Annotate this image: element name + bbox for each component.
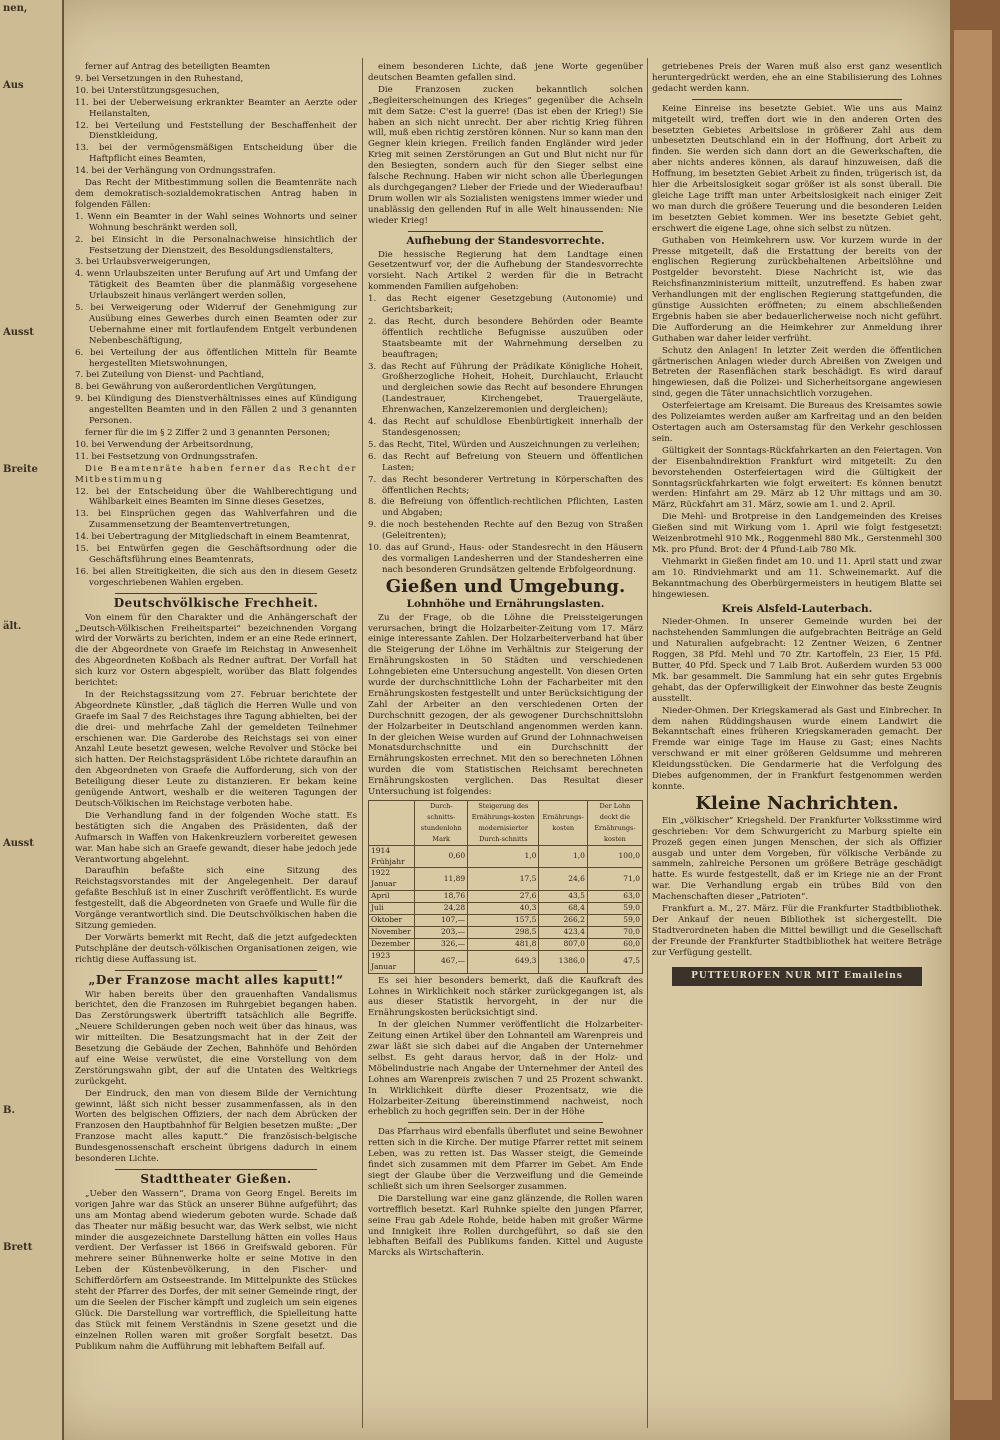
paragraph: Guthaben von Heimkehrern usw. Vor kurzem wurde in der Presse mitgeteilt, daß die Erstattung der bereits von der englischen Regierung zurückbehaltenen Arbeitslöhne und Postgelder bevorsteht. Diese Nachricht ist, wie das Reichsfinanzministerium mitteilt, unzutreffend. Es haben zwar Verhandlungen mit der englischen Regierung stattgefunden, die günstige Aussichten eröffneten; zu einem abschließenden Ergebnis haben sie aber bedauerlicherweise noch nicht geführt. Die Aufforderung an die Heimkehrer zur Anmeldung ihrer Guthaben war daher leider verfrüht. [652,235,942,344]
paragraph: Frankfurt a. M., 27. März. Für die Frankfurter Stadtbibliothek. Der Ankauf der neuen Bibliothek ist sichergestellt. Die Stadtverordneten haben die Mittel bewilligt und die Gesellschaft der Freunde der Frankfurter Stadtbibliothek hat weitere Beträge zur Verfügung gestellt. [652,904,942,958]
paragraph: Das Recht der Mitbestimmung sollen die Beamtenräte nach dem demokratisch-sozialdemokratischen Antrag haben in folgenden Fällen: [75,178,357,210]
list-item: 11. bei Festsetzung von Ordnungsstrafen. [75,451,258,462]
list-item: 8. die Befreiung von öffentlich-rechtlichen Pflichten, Lasten und Abgaben; [368,497,643,519]
paragraph: Der Vorwärts bemerkt mit Recht, daß die jetzt aufgedeckten Putschpläne der deutsch-völkischen Organisationen zeigen, wie richtig diese Auffassung ist. [75,932,357,965]
list-item: 15. bei Entwürfen gegen die Geschäftsordnung oder die Geschäftsführung eines Beamtenrats, [75,544,357,565]
paragraph: Gültigkeit der Sonntags-Rückfahrkarten an den Feiertagen. Von der Eisenbahndirektion Frankfurt wird mitgeteilt: Zu den bevorstehenden Osterfeiertagen wird die Gültigkeit der Sonntagsrückfahrkarten wie folgt erweitert: Es können benutzt werden: Hinfahrt am 29. März ab 12 Uhr mittags und am 30. März, Rückfahrt am 31. März, sowie am 1. und 2. April. [652,445,942,511]
list-item: 9. bei Kündigung des Dienstverhältnisses eines auf Kündigung angestellten Beamten und in den Fällen 2 und 3 genannten Personen. [75,394,357,427]
paragraph: Nieder-Ohmen. In unserer Gemeinde wurden bei der nachstehenden Sammlungen die aufgebrachten Beiträge an Geld und Naturalien aufgebracht: 12 Zentner Weizen, 6 Zentner Roggen, 38 Pfd. Mehl und 70 Ztr. Kartoffeln, 23 Eier, 15 Pfd. Butter, 40 Pfd. Speck und 7 Laib Brot. Außerdem wurden 53 000 Mk. bar gesammelt. Die Sammlung hat ein sehr gutes Ergebnis gehabt, das der Opferwilligkeit der Einwohner das beste Zeugnis ausstellt. [652,617,942,704]
list-item: 2. bei Einsicht in die Personalnachweise hinsichtlich der Festsetzung der Dienstzeit, des Besoldungsdienstalters, [75,234,357,256]
table-cell: 43,5 [539,891,587,903]
paragraph: Die Beamtenräte haben ferner das Recht der Mitbestimmung [75,463,357,485]
table-cell: 1,0 [468,845,539,868]
list-item: 11. bei der Ueberweisung erkrankter Beamter an Aerzte oder Heilanstalten, [75,97,357,119]
table-row [369,845,643,868]
list-item: 7. das Recht besonderer Vertretung in Körperschaften des öffentlichen Rechts; [368,474,643,496]
table-cell: 27,6 [468,891,539,903]
advertisement-banner: PUTTEUROFEN NUR MIT Emaileins [672,967,922,986]
list-item: 5. das Recht, Titel, Würden und Auszeichnungen zu verleihen; [368,439,640,450]
list-item: 14. bei der Verhängung von Ordnungsstrafen. [75,166,276,177]
list-item: 6. das Recht auf Befreiung von Steuern und öffentlichen Lasten; [368,451,643,473]
list-item: 12. bei der Entscheidung über die Wahlberechtigung und Wählbarkeit eines Beamten im Sinne dieses Gesetzes, [75,486,357,508]
table-cell: 266,2 [539,915,587,927]
table-cell: 1922 Januar [369,868,415,891]
text-line: ferner auf Antrag des beteiligten Beamten [85,62,271,72]
table-cell: 649,3 [468,950,539,973]
paragraph: Nieder-Ohmen. Der Kriegskamerad als Gast und Einbrecher. In dem nahen Rüddingshausen wurde einem Landwirt die Bekanntschaft eines früheren Kriegskameraden gemacht. Der Fremde war einige Tage im Hause zu Gast; eines Nachts verschwand er mit einer größeren Geldsumme und mehreren Kleidungsstücken. Die Gendarmerie hat die Verfolgung des Diebes aufgenommen, der in Frankfurt festgenommen werden konnte. [652,705,942,792]
article-heading: Deutschvölkische Frechheit. [113,595,319,610]
paragraph: einem besonderen Lichte, daß jene Worte gegenüber deutschen Beamten gefallen sind. [368,62,643,83]
table-cell: 1914 Frühjahr [369,845,415,868]
wage-table [368,800,643,974]
list-item: 7. bei Zuteilung von Dienst- und Pachtland, [75,370,265,381]
paragraph: ferner für die im § 2 Ziffer 2 und 3 genannten Personen; [85,428,331,438]
strip-text: Ausst [3,327,34,338]
paragraph: Die Mehl- und Brotpreise in den Landgemeinden des Kreises Gießen sind mit Wirkung vom 1. April wie folgt festgesetzt: Weizenbrotmehl 910 Mk., Roggenmehl 880 Mk., Gerstenmehl 300 Mk. pro Pfund. Brot: der 4 Pfund-Laib 780 Mk. [652,512,942,555]
table-row [369,926,643,938]
list-item: 1. das Recht eigener Gesetzgebung (Autonomie) und Gerichtsbarkeit; [368,294,643,316]
paragraph: Keine Einreise ins besetzte Gebiet. Wie uns aus Mainz mitgeteilt wird, treffen dort wie in den anderen Orten des besetzten Gebietes Arbeitslose in größerer Zahl aus dem unbesetzten Deutschland ein in der Hoffnung, dort Arbeit zu finden. Sie werden sich dann dort an die Gewerkschaften, die aber nichts anderes können, als darauf hinzuweisen, daß die Hoffnung, im besetzten Gebiet Arbeit zu finden, trügerisch ist, da hier die Arbeitslosigkeit sogar größer ist als sonst überall. Die gleiche Lage trifft man unter Arbeitslosigkeit nach einiger Zeit wo man durch die größere Teuerung und die besonderen Leiden im besetzten Gebiet kommen. Wer ins besetzte Gebiet geht, erschwert die eigene Lage, ohne sich selbst zu nützen. [652,103,942,234]
table-cell: 481,8 [468,938,539,950]
list-item: 14. bei Uebertragung der Mitgliedschaft in einem Beamtenrat, [75,532,350,543]
table-row [369,868,643,891]
table-cell: 18,76 [415,891,468,903]
table-header: Der Lohn deckt die Ernährungs-kosten [587,801,642,846]
list-item: 9. bei Versetzungen in den Ruhestand, [75,73,244,84]
article-heading: Lohnhöhe und Ernährungslasten. [406,597,605,610]
table-cell: 423,4 [539,926,587,938]
list-item: 13. bei Einsprüchen gegen das Wahlverfahren und die Zusammensetzung der Beamtenvertretungen, [75,509,357,531]
paragraph: Von einem für den Charakter und die Anhängerschaft der „Deutsch-Völkischen Freiheitspartei“ bezeichnenden Vorgang wird der Vorwärts zu berichten, indem er an eine Rede erinnert, die der Abgeordnete von Graefe im Reichstag in Anwesenheit des Abgeordneten Koßbach als Redner auftrat. Der Vorfall hat sich kurz vor Ostern abgespielt, worüber das Blatt folgendes berichtet: [75,612,357,689]
table-cell: 0,60 [415,845,468,868]
table-cell: Oktober [369,915,415,927]
paragraph: In der Reichstagssitzung vom 27. Februar berichtete der Abgeordnete Künstler, „daß täglich die Herren Wulle und von Graefe im Saal 7 des Reichstages ihre Tagung abhielten, bei der die drei- und mehrfache Zahl der gemeldeten Teilnehmer erschienen war. Die Garderobe des Reichstags sei von einer Anzahl Leute besetzt gewesen, welche Revolver und Stöcke bei sich hatten. Der Reichstagspräsident Löbe richtete daraufhin an den Abgeordneten von Graefe die Aufforderung, sich von der Beteiligung dieser Leute zu distanzieren. Er bekam keine genügende Antwort, weshalb er die weiteren Tagungen der Deutsch-Völkischen im Reichstage verboten habe. [75,689,357,809]
list-item: 9. die noch bestehenden Rechte auf den Bezug von Straßen (Geleitrenten); [368,520,643,542]
list-item: 10. bei Verwendung der Arbeitsordnung, [75,439,254,450]
table-cell: 326,— [415,938,468,950]
table-cell: 298,5 [468,926,539,938]
paragraph: Die Franzosen zucken bekanntlich solchen „Begleiterscheinungen des Krieges“ gegenüber die Achseln mit dem Satze: C'est la guerre! (Das ist eben der Krieg!) Sie haben an sich nicht unrecht. Der aber richtig Krieg führen will, muß eben richtig zerstören können. Nur so kann man den Gegner klein kriegen. Freilich fanden Engländer wird jeder Krieg mit seinen Zerstörungen an Gut und Blut nicht nur für den Besiegten, sondern auch für den Sieger selbst eine falsche Rechnung. Haben wir nicht schon alle Überlegungen als durchgegangen? Lieber der Friede und der Wiederaufbau! Drum wollen wir als Sozialisten wenigstens immer wieder und unablässig den gellenden Ruf in alle Welt hinaussenden: Nie wieder Krieg! [368,84,643,226]
strip-text: B. [3,1105,15,1116]
table-cell: 59,0 [587,915,642,927]
separator [408,231,603,232]
list-item: 3. bei Urlaubsverweigerungen, [75,257,211,268]
column-3 [652,62,942,986]
table-cell: 68,4 [539,903,587,915]
table-cell: 1923 Januar [369,950,415,973]
paragraph: Zu der Frage, ob die Löhne die Preissteigerungen verursachen, bringt die Holzarbeiter-Zeitung vom 17. März einige interessante Zahlen. Der Holzarbeiterverband hat über die Steigerung der Löhne im Verhältnis zur Steigerung der Ernährungskosten in 50 Städten und verschiedenen Lohngebieten eine Untersuchung angestellt. Von diesen Orten wurde der durchschnittliche Lohn der Facharbeiter mit den Ernährungskosten festgestellt und unter Berücksichtigung der Zahl der Arbeiter an den verschiedenen Orten der Durchschnitt gezogen, der als gewogener Durchschnittslohn der Holzarbeiter in Deutschland angenommen werden kann. In der gleichen Weise wurden auf Grund der Lohnnachweisen Monatsdurchschnitte und ein Durchschnitt der Ernährungskosten errechnet. Mit den so berechneten Löhnen wurden die vom Statistischen Reichsamt berechneten Ernährungskosten verglichen. Das Resultat dieser Untersuchung ist folgendes: [368,612,643,798]
table-header: Durch-schnitts-stundenlohn Mark [415,801,468,846]
article-heading: „Der Franzose macht alles kaputt!“ [88,972,344,987]
separator [115,970,317,971]
list-item: 12. bei Verteilung und Feststellung der Beschaffenheit der Dienstkleidung, [75,120,357,142]
list-item: 10. bei Unterstützungsgesuchen, [75,85,220,96]
strip-text: nen, [3,3,28,14]
paragraph: Viehmarkt in Gießen findet am 10. und 11. April statt und zwar am 10. Rindviehmarkt und am 11. Schweinemarkt. Auf die Bekanntmachung des Oberbürgermeisters in heutigem Blatte sei hingewiesen. [652,556,942,600]
table-cell: 40,3 [468,903,539,915]
paragraph: Schutz den Anlagen! In letzter Zeit werden die öffentlichen gärtnerischen Anlagen wieder durch Abreißen von Zweigen und Betreten der Rasenflächen stark beschädigt. Es wird darauf hingewiesen, daß die Polizei- und Sicherheitsorgane angewiesen sind, gegen die Täter unnachsichtlich vorzugehen. [652,345,942,400]
book-binding-edge [950,0,1000,1440]
section-heading: Kleine Nachrichten. [695,792,899,814]
table-cell: 1386,0 [539,950,587,973]
table-cell: 467,— [415,950,468,973]
table-cell: 60,0 [587,938,642,950]
paragraph: Die hessische Regierung hat dem Landtage einen Gesetzentwurf vor, der die Aufhebung der Standesvorrechte vorsieht. Nach Artikel 2 werden für die in Betracht kommenden Familien aufgehoben: [368,249,643,293]
list-item: 5. bei Verweigerung oder Widerruf der Genehmigung zur Ausübung eines Gewerbes durch einen Beamten oder zur Uebernahme einer mit fortlaufendem Entgelt verbundenen Nebenbeschäftigung, [75,303,357,346]
table-cell: Juli [369,903,415,915]
list-item: 13. bei der vermögensmäßigen Entscheidung über die Haftpflicht eines Beamten, [75,143,357,165]
paragraph: Die Darstellung war eine ganz glänzende, die Rollen waren vortrefflich besetzt. Karl Ruhnke spielte den jungen Pfarrer, seine Frau gab Adele Rohde, beide haben mit großer Wärme und Innigkeit ihre Rollen durchgeführt, so daß sie den lebhaften Beifall des Publikums fanden. Kittel und Auguste Marcks als Wirtschafterin. [368,1193,643,1259]
paragraph: In der gleichen Nummer veröffentlicht die Holzarbeiter-Zeitung einen Artikel über den Lohnanteil am Warenpreis und zwar läßt sie sich dabei auf die Angaben der Unternehmer selbst. Es geht daraus hervor, daß in der Holz- und Möbelindustrie nach Angabe der Unternehmer der Anteil des Lohnes am Warenpreis zwischen 7 und 25 Prozent schwankt. In Wirklichkeit dürfte dieser Prozentsatz, wie die Holzarbeiter-Zeitung übereinstimmend nachweist, noch erheblich zu hoch gegriffen sein. Der in der Höhe [368,1020,643,1118]
article-heading: Stadttheater Gießen. [140,1172,292,1186]
paragraph: Ein „völkischer“ Kriegsheld. Der Frankfurter Volksstimme wird geschrieben: Vor dem Schwurgericht zu Marburg spielte ein Prozeß gegen einen jungen Menschen, der sich als Offizier ausgab und unter dem Vorgeben, für völkische Verbände zu sammeln, zahlreiche Personen um größere Beträge geschädigt hatte. Es wurde festgestellt, daß er im Kriege nie an der Front war. Die Verhandlung ergab ein trübes Bild von den Machenschaften dieser „Patrioten“. [652,815,942,903]
strip-text: Brett [3,1242,33,1253]
table-cell: 24,28 [415,903,468,915]
strip-text: Breite [3,464,38,475]
separator [408,1122,603,1123]
paragraph: getriebenes Preis der Waren muß also erst ganz wesentlich heruntergedrückt werden, ehe an eine Stabilisierung des Lohnes gedacht werden kann. [652,62,942,94]
table-cell: 63,0 [587,891,642,903]
list-item: 4. das Recht auf schuldlose Ebenbürtigkeit innerhalb der Standesgenossen; [368,417,643,438]
table-cell: 59,0 [587,903,642,915]
table-header: Ernährungs-kosten [539,801,587,846]
table-header [369,801,415,846]
separator [692,99,902,100]
column-rule [647,58,648,1428]
table-row [369,915,643,927]
table-cell: 1,0 [539,845,587,868]
table-cell: 70,0 [587,926,642,938]
paragraph: Die Verhandlung fand in der folgenden Woche statt. Es bestätigten sich die Angaben des Präsidenten, daß der Aufmarsch in Waffen von Hakenkreuzlern vorbereitet gewesen war. Man habe sich an Graefe gewandt, dieser habe jedoch jede Verantwortung abgelehnt. [75,810,357,865]
strip-text: Ausst [3,838,34,849]
list-item: 4. wenn Urlaubszeiten unter Berufung auf Art und Umfang der Tätigkeit des Beamten über die planmäßig vorgesehene Urlaubszeit hinaus verlängert werden sollen, [75,269,357,302]
column-1 [75,62,357,1354]
paragraph: Daraufhin befaßte sich eine Sitzung des Reichstagsvorstandes mit der Angelegenheit. Der darauf gefaßte Beschluß ist in einer Zuschrift veröffentlicht. Es wurde festgestellt, daß die Abgeordneten von Graefe und Wulle für die Vorgänge verantwortlich sind. Die Deutschvölkischen haben die Sitzung gemieden. [75,866,357,931]
article-heading: Kreis Alsfeld-Lauterbach. [721,602,873,615]
table-row [369,938,643,950]
separator [115,1169,317,1170]
table-cell: 71,0 [587,868,642,891]
table-cell: 24,6 [539,868,587,891]
list-item: 8. bei Gewährung von außerordentlichen Vergütungen, [75,382,317,393]
paragraph: Der Eindruck, den man von diesem Bilde der Vernichtung gewinnt, läßt sich nicht besser zusammenfassen, als in den Worten des belgischen Offiziers, der nach dem Abrücken der Franzosen den Hauptbahnhof für Belgien besetzen mußte: „Der Franzose macht alles kaputt.“ Die französisch-belgische Bundesgenossenschaft erscheint übrigens dadurch in einem besonderen Lichte. [75,1088,357,1165]
paragraph: „Ueber den Wassern“, Drama von Georg Engel. Bereits im vorigen Jahre war das Stück an unserer Bühne aufgeführt; das uns am Montag abend wiederum geboten wurde. Schade daß das Theater nur mäßig besucht war, das Werk selbst, wie nicht minder die ausgezeichnete Darstellung hätten ein volles Haus verdient. Der Verfasser ist 1866 in Greifswald geboren. Für mehrere seiner Bühnenwerke holte er seine Motive in den Leben der Küstenbevölkerung, in den Fischer- und Schifferdörfern am Ostseestrande. Im Mittelpunkte des Stückes steht der Pfarrer des Dorfes, der mit seiner Gemeinde ringt, der um die Seelen der Fischer kämpft und zugleich um sein eigenes Glück. Die Darstellung war vortrefflich, die Spielleitung hatte das Stück mit feinem Verständnis in Szene gesetzt und die einzelnen Rollen waren mit großer Sorgfalt besetzt. Das Publikum nahm die Aufführung mit lebhaftem Beifall auf. [75,1188,357,1352]
list-item: 3. das Recht auf Führung der Prädikate Königliche Hoheit, Großherzogliche Hoheit, Hoheit, Durchlaucht, Erlaucht und dergleichen sowie das Recht auf besondere Ehrungen (Landestrauer, Kirchengebet, Trauergeläute, Ehrenwachen, Kanzelzeremonien und dergleichen); [368,361,643,416]
table-cell: November [369,926,415,938]
table-row [369,891,643,903]
section-heading: Gießen und Umgebung. [385,575,626,597]
table-header: Steigerung des Ernährungs-kosten modernisierter Durch-schnitts [468,801,539,846]
table-cell: Dezember [369,938,415,950]
article-heading: Aufhebung der Standesvorrechte. [406,234,605,247]
table-cell: 11,89 [415,868,468,891]
paragraph: Es sei hier besonders bemerkt, daß die Kaufkraft des Lohnes in Wirklichkeit noch stärker zurückgegangen ist, als aus dieser Statistik hervorgeht, in der nur die Ernährungskosten berücksichtigt sind. [368,975,643,1019]
table-cell: April [369,891,415,903]
column-rule [362,58,363,1428]
list-item: 10. das auf Grund-, Haus- oder Standesrecht in den Häusern des vormaligen Landesherren und der Standesherren eine nach besonderen Grundsätzen geltende Erbfolgeordnung. [368,543,643,575]
table-cell: 807,0 [539,938,587,950]
table-cell: 100,0 [587,845,642,868]
table-cell: 157,5 [468,915,539,927]
table-cell: 47,5 [587,950,642,973]
strip-text: Aus [3,80,24,91]
adjacent-page-strip [0,0,64,1440]
paragraph: Osterfeiertage am Kreisamt. Die Bureaus des Kreisamtes sowie des Polizeiamtes werden außer am Karfreitag und an den beiden Ostertagen auch am Ostersamstag für den Verkehr geschlossen sein. [652,401,942,444]
table-cell: 17,5 [468,868,539,891]
list-item: 6. bei Verteilung der aus öffentlichen Mitteln für Beamte hergestellten Mietswohnungen, [75,347,357,369]
column-2 [368,62,643,1260]
strip-text: ält. [3,621,22,632]
table-row [369,950,643,973]
list-item: 1. Wenn ein Beamter in der Wahl seines Wohnorts und seiner Wohnung beschränkt werden soll, [75,211,357,233]
paragraph: Das Pfarrhaus wird ebenfalls überflutet und seine Bewohner retten sich in die Kirche. Der mutige Pfarrer rettet mit seinem Leben, was zu retten ist. Das Wasser steigt, die Gemeinde findet sich zusammen mit dem Pfarrer im Gebet. Am Ende siegt der Glaube über die Verzweiflung und die Gemeinde schließt sich um ihren Seelsorger zusammen. [368,1127,643,1192]
separator [115,593,317,594]
list-item: 16. bei allen Streitigkeiten, die sich aus den in diesem Gesetz vorgeschriebenen Wahlen ergeben. [75,566,357,588]
table-cell: 203,— [415,926,468,938]
paragraph: Wir haben bereits über den grauenhaften Vandalismus berichtet, den die Franzosen im Ruhrgebiet begangen haben. Das Zerstörungswerk übertrifft tatsächlich alle Begriffe. „Neuere Schilderungen geben noch weit über das hinaus, was wir mitteilten. Die Besatzungsmacht hat in der Zeit der Besetzung die Gebäude der Zechen, Bahnhöfe und Behörden auf eine Weise verwüstet, die eine Vorstellung von dem Zerstörungswahn gibt, der auf die Untaten des Weltkriegs zurückgeht. [75,989,357,1087]
table-row [369,903,643,915]
table-cell: 107,— [415,915,468,927]
list-item: 2. das Recht, durch besondere Behörden oder Beamte öffentlich rechtliche Befugnisse auszuüben oder Staatsbeamte mit der Wahrnehmung derselben zu beauftragen; [368,316,643,360]
